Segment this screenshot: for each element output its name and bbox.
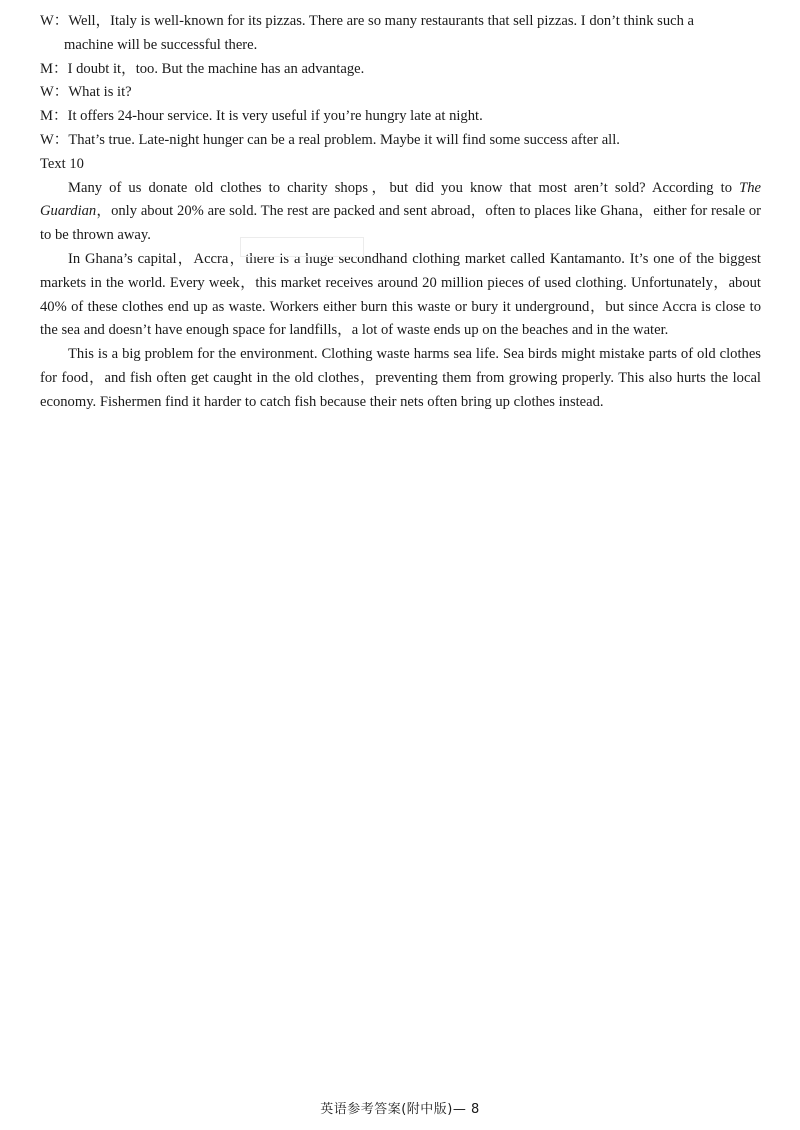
- speaker-separator: ：: [52, 60, 68, 77]
- dialogue-text: That’s true. Late-night hunger can be a real problem. Maybe it will find some success after all.: [68, 131, 620, 148]
- paragraph-3: This is a big problem for the environment. Clothing waste harms sea life. Sea birds might mistake parts of old clothes for food，and fish often get caught in the old clothes，preventing them from growing properly. This also hurts the local economy. Fishermen find it harder to catch fish because their nets often bring up clothes instead.: [40, 346, 761, 410]
- dialogue-line: [40, 105, 761, 129]
- speaker-separator: ：: [53, 84, 69, 101]
- dialogue-line: [40, 81, 761, 105]
- speaker-label: M: [40, 60, 53, 77]
- dialogue-text: I doubt it，too. But the machine has an advantage.: [67, 60, 365, 77]
- paragraph-2: In Ghana’s capital，Accra，there is a huge secondhand clothing market called Kantamanto. It’s one of the biggest markets in the world. Every week，this market receives around 20 million pieces of used clothing. Unfortunately，about 40% of these clothes end up as waste. Workers either burn this waste or bury it underground，but since Accra is close to the sea and doesn’t have enough space for landfills，a lot of waste ends up on the beaches and in the water.: [40, 250, 761, 339]
- paragraph-1: [40, 177, 761, 248]
- publication-title: The Guardian: [40, 179, 761, 220]
- dialogue-text: Well，Italy is well-known for its pizzas. There are so many restaurants that sell pizzas. I don’t think such a: [68, 13, 695, 29]
- speaker-separator: ：: [53, 131, 69, 148]
- section-title: Text 10: [40, 155, 84, 172]
- dialogue-continuation: machine will be successful there.: [64, 36, 258, 53]
- speaker-label: W: [40, 131, 54, 148]
- document-body: [40, 10, 761, 415]
- dialogue-text: It offers 24-hour service. It is very useful if you’re hungry late at night.: [67, 108, 483, 125]
- speaker-label: W: [40, 84, 54, 101]
- speaker-label: W: [40, 13, 54, 29]
- dialogue-line: [40, 10, 761, 58]
- speaker-label: M: [40, 108, 53, 125]
- paragraph-1-text-after: ，only about 20% are sold. The rest are packed and sent abroad，often to places like Ghana，either for resale or to be thrown away.: [40, 203, 761, 244]
- dialogue-line: [40, 58, 761, 82]
- speaker-separator: ：: [52, 108, 68, 125]
- speaker-separator: ：: [53, 13, 69, 29]
- paragraph-1-text-before: Many of us donate old clothes to charity shops，but did you know that most aren’t sold? According to: [68, 179, 740, 196]
- page-footer: 英语参考答案(附中版)— 8: [320, 1102, 480, 1117]
- dialogue-text: What is it?: [68, 84, 132, 101]
- dialogue-line: [40, 129, 761, 153]
